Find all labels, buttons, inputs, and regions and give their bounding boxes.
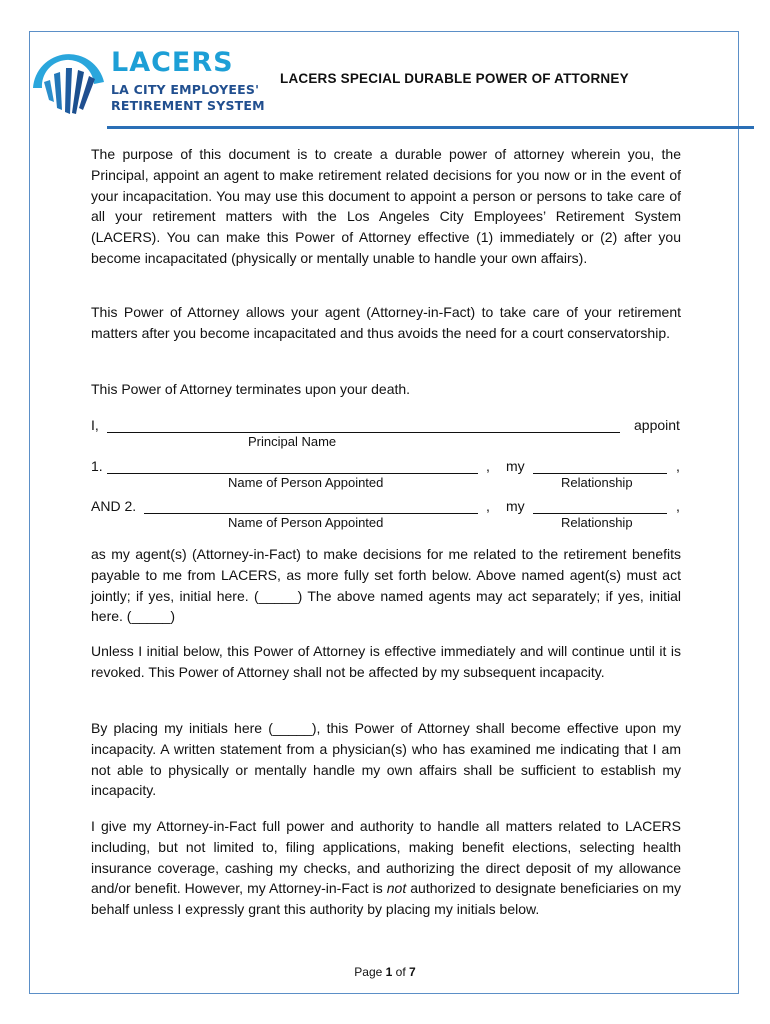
agent2-relationship-field[interactable] bbox=[533, 513, 667, 514]
agent2-my-label: my bbox=[506, 498, 525, 514]
purpose-paragraph: The purpose of this document is to create a durable power of attorney wherein you, the Principal, appoint an agent to make retirement related decisions for you now or in the event of your incapacitation. You may use this document to appoint a person or persons to take care of all your retirement matters with the Los Angeles City Employees’ Retirement System (LACERS). You can make this Power of Attorney effective (1) immediately or (2) after you become incapacitated (physically or mentally unable to handle your own affairs). bbox=[91, 146, 681, 266]
agent1-comma: , bbox=[486, 458, 490, 474]
of-label: of bbox=[395, 965, 406, 979]
agent1-name-caption: Name of Person Appointed bbox=[228, 475, 384, 490]
powers-text-b: authorized to designate beneficiaries on my behalf unless I expressly grant this authority by placing my initials below. bbox=[91, 880, 681, 918]
agent2-end-comma: , bbox=[676, 498, 680, 514]
powers-paragraph bbox=[91, 816, 681, 920]
agent1-my-label: my bbox=[506, 458, 525, 474]
agent2-name-caption: Name of Person Appointed bbox=[228, 515, 384, 530]
page-number: 1 bbox=[385, 965, 393, 979]
agent-authority-paragraph: as my agent(s) (Attorney-in-Fact) to make decisions for me related to the retirement benefits payable to me from LACERS, as more fully set forth below. Above named agent(s) must act jointly; if yes, initial here. (_____) The above named agents may act separately; if yes, initial here. (_____) bbox=[91, 546, 681, 625]
agent1-end-comma: , bbox=[676, 458, 680, 474]
incapacity-paragraph: By placing my initials here (_____), this Power of Attorney shall become effective upon my incapacity. A written statement from a physician(s) who has examined me indicating that I am not able to physically or mentally handle my own affairs shall be sufficient to establish my incapacity. bbox=[91, 720, 681, 799]
logo-title: LACERS bbox=[111, 47, 234, 78]
agent1-relationship-caption: Relationship bbox=[561, 475, 633, 490]
page-label: Page bbox=[354, 965, 383, 979]
termination-paragraph: This Power of Attorney terminates upon your death. bbox=[91, 381, 411, 397]
agent2-name-field[interactable] bbox=[144, 513, 478, 514]
logo-subtitle-line1: LA CITY EMPLOYEES' bbox=[111, 82, 260, 97]
not-emphasis: not bbox=[386, 880, 407, 897]
powers-text-a: I give my Attorney-in-Fact full power and authority to handle all matters related to LACERS including, but not limited to, filing applications, making benefit elections, selecting health insurance coverage, cashing my checks, and authorizing the direct deposit of my allowance and/or benefit. However, my Attorney-in-Fact is bbox=[91, 818, 681, 897]
header-divider bbox=[107, 126, 754, 129]
agent1-name-field[interactable] bbox=[107, 473, 478, 474]
page-total: 7 bbox=[409, 965, 416, 979]
agent2-relationship-caption: Relationship bbox=[561, 515, 633, 530]
page-footer bbox=[0, 965, 770, 979]
appoint-label: appoint bbox=[634, 417, 680, 433]
principal-name-caption: Principal Name bbox=[248, 434, 337, 449]
i-label: I, bbox=[91, 417, 99, 433]
agent2-label: AND 2. bbox=[91, 498, 137, 514]
agent-paragraph: This Power of Attorney allows your agent (Attorney-in-Fact) to take care of your retirement matters after you become incapacitated and thus avoids the need for a court conservatorship. bbox=[91, 304, 681, 341]
agent1-relationship-field[interactable] bbox=[533, 473, 667, 474]
agent1-label: 1. bbox=[91, 458, 103, 474]
principal-name-field[interactable] bbox=[107, 432, 620, 433]
agent2-comma: , bbox=[486, 498, 490, 514]
effective-paragraph: Unless I initial below, this Power of Attorney is effective immediately and will continue until it is revoked. This Power of Attorney shall not be affected by my subsequent incapacity. bbox=[91, 643, 681, 680]
document-title: LACERS SPECIAL DURABLE POWER OF ATTORNEY bbox=[280, 71, 629, 86]
logo-subtitle-line2: RETIREMENT SYSTEM bbox=[111, 98, 265, 113]
